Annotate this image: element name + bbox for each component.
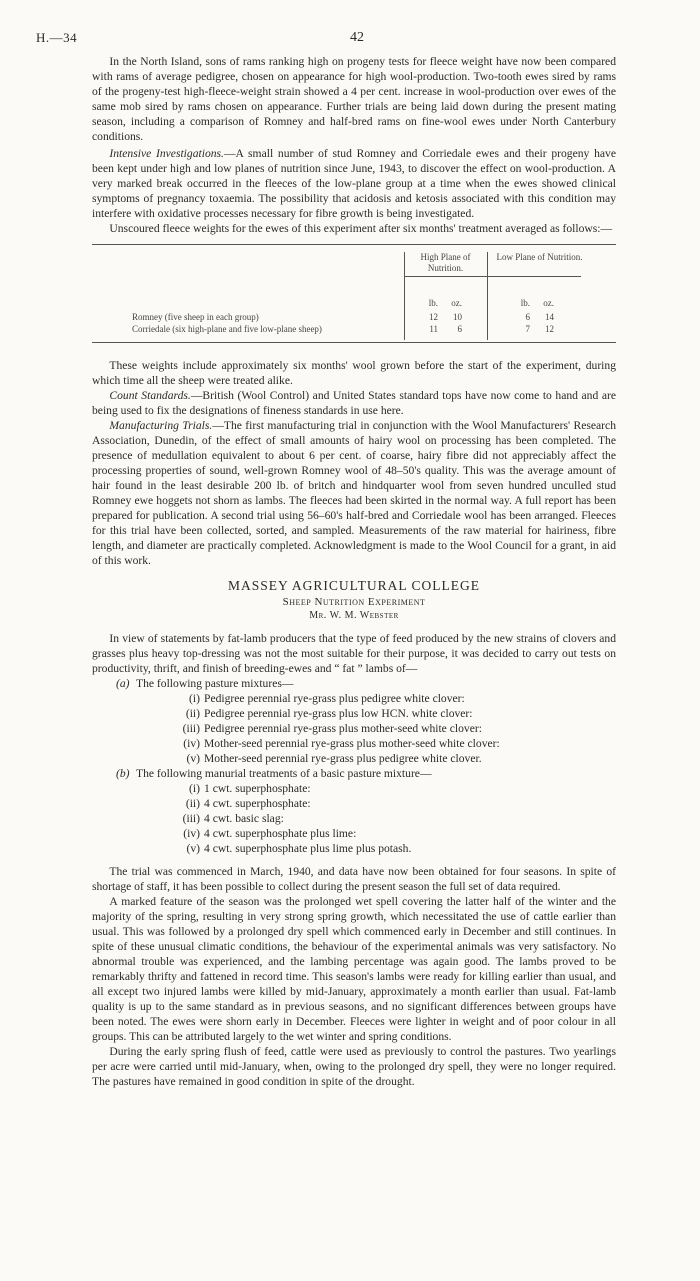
paragraph-north-island: In the North Island, sons of rams ranking high on progeny tests for fleece weight have now been compared with rams of average pedigree, chosen on appearance for high wool-production. Two-tooth ewes sired by rams of the progeny-test high-fleece-weight strain showed a 4 per cent. increase in wool-production over ewes of the same mob sired by rams chosen on appearance. Further trials are being laid down during the present mating season, including a comparison of Romney and half-bred rams on fine-wool ewes under North Canterbury conditions. [92,55,616,143]
list-item: (iii) Pedigree perennial rye-grass plus mother-seed white clover: [182,722,482,735]
paragraph-weights-note: These weights include approximately six months' wool grown before the start of the experiment, during which time all the sheep were treated alike. [92,359,616,387]
cell-romney-high-oz: 10 [453,312,462,322]
paragraph-trial-commenced: The trial was commenced in March, 1940, and data have now been obtained for four seasons. In spite of shortage of staff, it has been possible to collect during the present season the full set of data required. [92,865,616,893]
page-number: 42 [350,30,364,45]
page-header [36,26,616,54]
paragraph-intensive-investigations [92,146,616,221]
list-item: (iv) 4 cwt. superphosphate plus lime: [183,827,357,840]
unit-lb: lb. [520,298,530,308]
list-heading-b [92,766,616,781]
list-item: (iv) Mother-seed perennial rye-grass plus mother-seed white clover: [183,737,500,750]
section-heading-inline: Manufacturing Trials. [109,419,213,432]
paragraph-text: —The first manufacturing trial in conjunction with the Wool Manufacturers' Research Association, Dunedin, of the effect of small amounts of hairy wool on processing has been completed. The presence of medullation equivalent to about 6 per cent. of coarse, hairy fibre did not appreciably affect the processing properties of sound, well-grown Romney wool of 48–50's quality. This was the average amount of hair found in the least desirable 200 lb. of britch and hindquarter wool from seven hundred unculled stud Romney ewe hoggets not shorn as lambs. The fleeces had been skirted in the normal way. A full report has been prepared for publication. A second trial using 56–60's half-bred and Corriedale wool has been arranged. Fleeces for this trial have been collected, sorted, and sampled. Measurements of the raw material for hairiness, fibre length, and diameter are practically completed. Acknowledgment is made to the Wool Council for a grant, in aid of this work. [92,419,616,567]
column-header-high-plane: High Plane of Nutrition. [420,252,471,273]
cell-corriedale-high-lb: 11 [429,324,438,334]
section-author: Mr. W. M. Webster [309,610,399,621]
list-heading-text: The following pasture mixtures— [136,677,294,690]
section-subtitle: Sheep Nutrition Experiment [282,596,426,608]
paragraph-text: —A small number of stud Romney and Corriedale ewes and their progeny have been kept under high and low planes of nutrition since June, 1943, to discover the effect on wool-production. A very marked break occurred in the fleeces of the low-plane group at a time when the ewes showed clinical symptoms of pregnancy toxaemia. The possibility that acidosis and ketosis associated with this condition may interfere with oxidative processes necessary for fibre growth is being investigated. [92,147,616,220]
cell-romney-high-lb: 12 [429,312,438,322]
list-label: (b) [116,767,130,780]
manurial-treatments-list [92,766,616,856]
cell-corriedale-high-oz: 6 [457,324,462,334]
section-heading-inline: Intensive Investigations. [109,147,224,160]
list-item: (v) 4 cwt. superphosphate plus lime plus potash. [186,842,412,855]
section-title: MASSEY AGRICULTURAL COLLEGE [227,578,480,593]
list-heading-a [92,676,616,691]
column-header-low-plane: Low Plane of Nutrition. [496,252,583,262]
list-item: (i) 1 cwt. superphosphate: [189,782,311,795]
report-code: H.—34 [36,30,78,45]
paragraph-text: —British (Wool Control) and United States standard tops have now come to hand and are being used to fix the designations of fineness standards in use here. [92,389,616,417]
paragraph-season-feature: A marked feature of the season was the prolonged wet spell covering the latter half of the winter and the majority of the spring, resulting in very strong spring growth, which necessitated the use of cattle earlier than usual. This was followed by a prolonged dry spell which commenced early in December and still continues. In spite of these unusual climatic conditions, the behaviour of the experimental animals was very satisfactory. No abnormal trouble was experienced, and the lambing percentage was again good. The lambs proved to be remarkably thrifty and fattened in record time. This season's lambs were ready for killing earlier than usual, and all except two injured lambs were killed by mid-January, approximately a month earlier than usual. Fat-lamb quality is up to the same standard as in previous seasons, and no significant differences between groups have been noted. The ewes were shorn early in December. Fleeces were lighter in weight and of poor colour in all groups. This can be attributed largely to the wet winter and spring conditions. [92,895,616,1043]
paragraph-manufacturing-trials [92,418,616,568]
list-item: (ii) 4 cwt. superphosphate: [185,797,311,810]
list-item: (iii) 4 cwt. basic slag: [182,812,284,825]
unit-oz: oz. [543,298,554,308]
paragraph-spring-flush: During the early spring flush of feed, cattle were used as previously to control the pastures. Two yearlings per acre were carried until mid-January, when, owing to the prolonged dry spell, they were no longer required. The pastures have remained in good condition in spite of the drought. [92,1045,616,1088]
paragraph-count-standards [92,388,616,418]
fleece-weight-table [92,238,616,354]
table-header-rule [404,276,581,277]
cell-romney-low-lb: 6 [525,312,530,322]
list-label: (a) [116,677,130,690]
pasture-mixtures-list [92,676,616,766]
section-heading-inline: Count Standards. [109,389,191,402]
list-item: (i) Pedigree perennial rye-grass plus pedigree white clover: [189,692,465,705]
list-heading-text: The following manurial treatments of a basic pasture mixture— [136,767,432,780]
list-item: (v) Mother-seed perennial rye-grass plus pedigree white clover. [186,752,482,765]
table-bottom-rule [92,342,616,343]
unit-oz: oz. [451,298,462,308]
table-top-rule [92,244,616,245]
unit-lb: lb. [428,298,438,308]
table-column-rule-2 [487,252,488,340]
cell-corriedale-low-lb: 7 [525,324,530,334]
cell-corriedale-low-oz: 12 [545,324,554,334]
row-label-corriedale: Corriedale (six high-plane and five low-plane sheep) [132,324,322,334]
paragraph-fleece-intro: Unscoured fleece weights for the ewes of this experiment after six months' treatment averaged as follows:— [109,222,613,235]
list-item: (ii) Pedigree perennial rye-grass plus low HCN. white clover: [185,707,473,720]
paragraph-fat-lamb-intro: In view of statements by fat-lamb producers that the type of feed produced by the new strains of clovers and grasses plus heavy top-dressing was not the most suitable for their purpose, it was decided to carry out tests on productivity, thrift, and finish of breeding-ewes and “ fat ” lambs of— [92,632,616,675]
cell-romney-low-oz: 14 [545,312,554,322]
row-label-romney: Romney (five sheep in each group) [132,312,259,322]
